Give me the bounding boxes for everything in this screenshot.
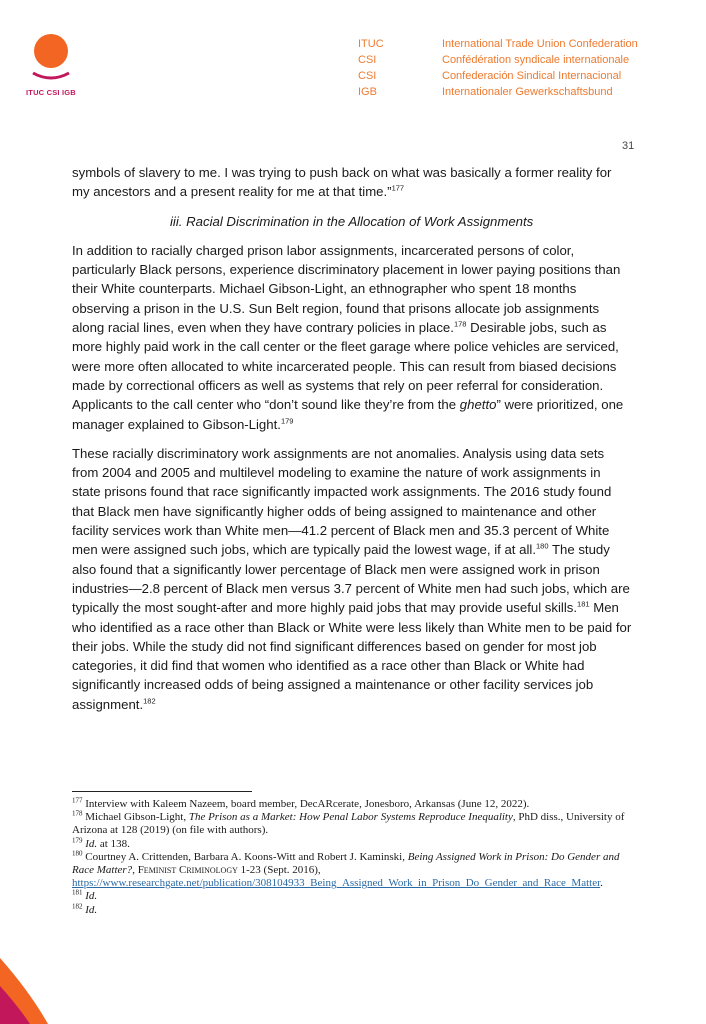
footnote-text: , PhD diss., University of Arizona at 128 (2019) (on file with authors). (72, 811, 625, 837)
logo-circle-icon (34, 34, 68, 68)
footnotes (72, 798, 630, 917)
section-subheading: iii. Racial Discrimination in the Allocation of Work Assignments (170, 213, 534, 229)
footnote-number: 179 (72, 835, 83, 844)
footnote-id: Id. (85, 837, 98, 850)
logo-text: ITUC CSI IGB (26, 88, 76, 97)
org-row (358, 68, 638, 84)
organization-names (358, 36, 638, 100)
footnote-text: Michael Gibson-Light, (82, 811, 189, 824)
footnote-ref[interactable]: 179 (280, 416, 294, 426)
footnote-title: The Prison as a Market: How Penal Labor Systems Reproduce Inequality (188, 811, 513, 824)
footnote-number: 181 (72, 888, 83, 897)
footnote-179 (72, 835, 630, 851)
footnote-number: 182 (72, 901, 83, 910)
footnote-182 (72, 901, 630, 917)
paragraph (72, 163, 632, 202)
footnote-title: Being Assigned Work in Prison: Do Gender and Race Matter? (72, 850, 620, 877)
footnote-text: , (132, 864, 138, 877)
footnote-link[interactable]: https://www.researchgate.net/publication/308104933_Being_Assigned_Work_in_Prison_Do_Gender_and_Race_Matter (72, 877, 601, 890)
paragraph-text: symbols of slavery to me. I was trying to push back on what was basically a former reality for my ancestors and a present reality for me at that time.” (72, 165, 612, 200)
footnote-text: Courtney A. Crittenden, Barbara A. Koons-Witt and Robert J. Kaminski, (82, 850, 408, 863)
org-name: Internationaler Gewerkschaftsbund (442, 86, 613, 98)
org-name: Confédération syndicale internationale (442, 54, 630, 66)
paragraph (72, 444, 632, 714)
footnote-ref[interactable]: 181 (577, 599, 590, 609)
logo-arc-icon (31, 71, 71, 81)
emphasis-text: ghetto (459, 397, 497, 413)
footnote-number: 178 (72, 809, 83, 818)
org-abbr: CSI (358, 70, 377, 82)
footnote-id: Id. (85, 890, 98, 903)
main-content (72, 163, 632, 724)
footnote-journal: Feminist Criminology (137, 864, 238, 877)
paragraph-text: Desirable jobs, such as more highly paid work in the call center or the fleet garage where police vehicles are serviced, were more often allocated to white incarcerated people. This can result from biased decisions made by correctional officers as well as systems that rely on peer referral for consideration. Applicants to the call center who “don’t sound like they’re from the (72, 320, 619, 413)
footnote-178 (72, 811, 630, 837)
org-abbr: CSI (358, 54, 377, 66)
org-abbr: IGB (358, 86, 377, 98)
org-name: Confederación Sindical Internacional (442, 70, 622, 82)
footnote-text: at 138. (97, 837, 130, 850)
footnote-number: 177 (72, 796, 83, 805)
org-name: International Trade Union Confederation (442, 38, 638, 50)
footnote-text: 1-23 (Sept. 2016), (237, 864, 321, 877)
footnote-id: Id. (85, 903, 98, 916)
footnote-ref[interactable]: 178 (453, 319, 467, 329)
footnote-divider (72, 791, 252, 792)
footnote-180 (72, 851, 630, 891)
org-row (358, 52, 638, 68)
paragraph (72, 241, 632, 434)
paragraph-text: In addition to racially charged prison labor assignments, incarcerated persons of color, particularly Black persons, experience discriminatory placement in lower paying positions than their White counterparts. Michael Gibson-Light, an ethnographer who spent 18 months observing a prison in the U.S. Sun Belt region, found that prisons allocate job assignments along racial lines, even when they have contrary policies in place. (72, 242, 621, 336)
footnote-ref[interactable]: 182 (143, 696, 156, 706)
footnote-181 (72, 890, 630, 903)
footnote-text: . (600, 877, 603, 890)
corner-decoration-icon (0, 958, 48, 1024)
paragraph-text: Men who identified as a race other than Black or White were less likely than White men to be paid for their jobs. While the study did not find significant differences based on gender for most job categories, it did find that women who identified as a race other than Black or White had significantly increased odds of being assigned a maintenance or other facility services job assignment. (72, 600, 632, 712)
ituc-logo (26, 34, 76, 97)
paragraph-text: The study also found that a significantly lower percentage of Black men were assigned work in prison industries—2.8 percent of Black men versus 3.7 percent of White men had such jobs, which are typically the most sought-after and more highly paid jobs that may provide useful skills. (72, 542, 630, 616)
footnote-number: 180 (72, 849, 83, 858)
org-abbr: ITUC (358, 38, 384, 50)
footnote-177 (72, 798, 630, 811)
footnote-ref[interactable]: 180 (536, 541, 549, 551)
page-number: 31 (622, 140, 635, 152)
footnote-text: Interview with Kaleem Nazeem, board member, DecARcerate, Jonesboro, Arkansas (June 12, 2022). (82, 798, 530, 810)
org-row (358, 84, 638, 100)
footnote-ref[interactable]: 177 (391, 183, 405, 193)
paragraph-text: ” were prioritized, one manager explained to Gibson-Light. (72, 397, 624, 432)
paragraph-text: These racially discriminatory work assignments are not anomalies. Analysis using data sets from 2004 and 2005 and multilevel modeling to examine the nature of work assignments in state prisons found that race significantly impacted work assignments. The 2016 study found that Black men have significantly higher odds of being assigned to maintenance and other facility services work than White men—41.2 percent of Black men and 35.3 percent of White men were assigned such jobs, which are typically paid the lowest wage, if at all. (72, 445, 612, 558)
org-row (358, 36, 638, 52)
